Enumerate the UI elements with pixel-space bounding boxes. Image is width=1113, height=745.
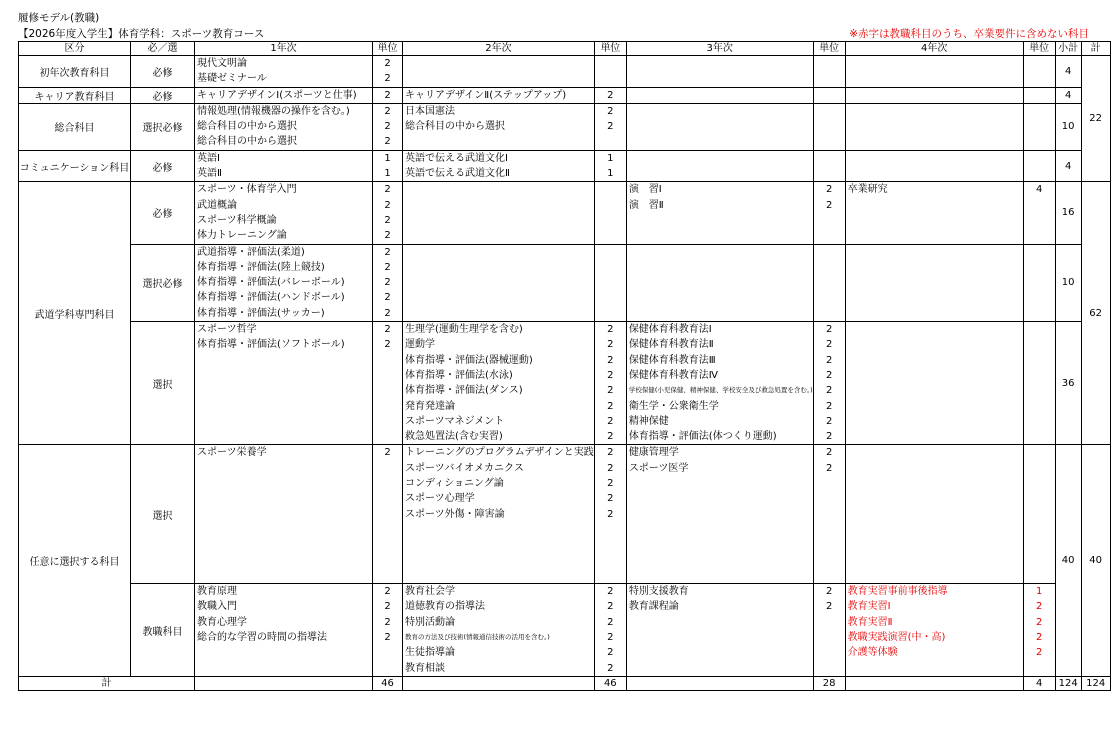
- course-item: 生徒指導論: [405, 647, 455, 659]
- col-header-units3: 単位: [813, 42, 845, 56]
- subtotal-cell: 16: [1055, 182, 1081, 244]
- course-item: スポーツ心理学: [405, 493, 475, 505]
- unit-value: 2: [607, 339, 614, 351]
- year1-units: [373, 584, 403, 677]
- course-item: 救急処置法(含む実習): [405, 431, 503, 443]
- year4-courses: [845, 322, 1023, 445]
- category-cell: コミュニケーション科目: [19, 150, 131, 182]
- year2-units: [594, 150, 626, 182]
- course-item: 英語で伝える武道文化Ⅱ: [405, 168, 510, 180]
- year1-units: [373, 445, 403, 584]
- year1-courses: [195, 584, 373, 677]
- footer-units3: 28: [813, 676, 845, 690]
- subtotal-cell: 4: [1055, 56, 1081, 88]
- year1-units: [373, 150, 403, 182]
- unit-value: 2: [825, 184, 833, 196]
- subtotal-cell: 4: [1055, 150, 1081, 182]
- requirement-cell: 選択必修: [131, 244, 195, 322]
- year4-courses: [845, 103, 1023, 150]
- unit-value: 2: [384, 292, 391, 304]
- course-item: 情報処理(情報機器の操作を含む。): [197, 105, 350, 117]
- course-item: スポーツ栄養学: [197, 447, 267, 459]
- unit-value: 2: [825, 385, 833, 397]
- unit-value: 2: [607, 478, 614, 490]
- year4-courses: [845, 182, 1023, 244]
- unit-value: 2: [825, 462, 833, 474]
- year2-courses: [403, 244, 595, 322]
- course-item: 教育の方法及び技術(情報通信技術の活用を含む。): [405, 633, 550, 642]
- unit-value: 2: [607, 354, 614, 366]
- footer-empty: [195, 676, 373, 690]
- year1-courses: [195, 87, 373, 103]
- requirement-cell: 必修: [131, 56, 195, 88]
- course-item: 保健体育科教育法Ⅰ: [628, 324, 712, 336]
- unit-value: 2: [1035, 601, 1043, 613]
- unit-value: 1: [607, 152, 614, 164]
- requirement-cell: 選択必修: [131, 103, 195, 150]
- row-first-year: [19, 56, 1111, 88]
- year3-courses: [626, 87, 813, 103]
- subtotal-cell: 10: [1055, 244, 1081, 322]
- subtotal-cell-optional: 40: [1055, 445, 1081, 676]
- year4-units: [1023, 244, 1055, 322]
- year4-courses: [845, 584, 1023, 677]
- year3-units: [813, 103, 845, 150]
- col-header-units2: 単位: [594, 42, 626, 56]
- unit-value: 2: [384, 230, 391, 242]
- footer-units4: 4: [1023, 676, 1055, 690]
- unit-value: 2: [384, 214, 391, 226]
- course-item: 衛生学・公衆衛生学: [628, 400, 719, 412]
- year2-units: [594, 244, 626, 322]
- unit-value: 2: [607, 586, 614, 598]
- course-item: コンディショニング論: [405, 478, 504, 490]
- unit-value: 2: [384, 58, 391, 69]
- year1-courses: [195, 56, 373, 88]
- course-item: 体育指導・評価法(ハンドボール): [197, 292, 345, 304]
- unit-value: 2: [607, 601, 614, 613]
- course-item: 演 習Ⅱ: [628, 199, 664, 211]
- category-cell-optional: 任意に選択する科目: [19, 445, 131, 676]
- year4-courses: [845, 56, 1023, 88]
- unit-value: 2: [607, 647, 614, 659]
- col-header-total: 計: [1081, 42, 1110, 56]
- unit-value: 2: [384, 89, 391, 101]
- unit-value: 2: [384, 121, 391, 133]
- course-item: スポーツ・体育学入門: [197, 184, 297, 196]
- year1-courses: [195, 322, 373, 445]
- course-item: 現代文明論: [197, 58, 247, 69]
- unit-value: 2: [825, 339, 833, 351]
- course-item: 武道概論: [197, 199, 237, 211]
- unit-value: 2: [607, 415, 614, 427]
- year3-units: [813, 182, 845, 244]
- row-optional-elective: [19, 445, 1111, 584]
- year4-courses: [845, 244, 1023, 322]
- course-item: 教育実習Ⅱ: [847, 616, 893, 628]
- unit-value: 2: [607, 89, 614, 101]
- footer-label: 計: [19, 676, 195, 690]
- total-cell-budo: 62: [1081, 182, 1110, 445]
- year2-units: [594, 584, 626, 677]
- unit-value: 2: [384, 339, 391, 351]
- col-header-category: 区分: [19, 42, 131, 56]
- course-item: 体育指導・評価法(陸上競技): [197, 261, 325, 273]
- year3-units: [813, 244, 845, 322]
- unit-value: 2: [825, 369, 833, 381]
- year2-units: [594, 103, 626, 150]
- year2-units: [594, 56, 626, 88]
- course-item: 日本国憲法: [405, 105, 455, 117]
- unit-value: 2: [607, 105, 614, 117]
- col-header-units4: 単位: [1023, 42, 1055, 56]
- course-item: 総合科目の中から選択: [405, 121, 505, 133]
- course-item: 教職実践演習(中・高): [847, 632, 946, 644]
- year1-units: [373, 103, 403, 150]
- unit-value: 2: [384, 324, 391, 336]
- year2-courses: [403, 87, 595, 103]
- unit-value: 2: [825, 354, 833, 366]
- year2-units: [594, 445, 626, 584]
- course-item: 学校保健(小児保健、精神保健、学校安全及び救急処置を含む。): [628, 386, 813, 395]
- year2-units: [594, 182, 626, 244]
- course-item: 卒業研究: [847, 184, 888, 196]
- year1-units: [373, 182, 403, 244]
- unit-value: 2: [607, 462, 614, 474]
- total-cell-optional: 40: [1081, 445, 1110, 676]
- unit-value: 2: [825, 586, 833, 598]
- row-career: [19, 87, 1111, 103]
- course-item: 教育課程論: [628, 601, 679, 613]
- course-item: 体育指導・評価法(バレーボール): [197, 277, 345, 289]
- unit-value: 2: [384, 601, 391, 613]
- course-item: 体育指導・評価法(水泳): [405, 369, 513, 381]
- year3-courses: [626, 182, 813, 244]
- year1-courses: [195, 445, 373, 584]
- course-item: スポーツバイオメカニクス: [405, 462, 524, 474]
- footer-row: [19, 676, 1111, 690]
- unit-value: 2: [607, 493, 614, 505]
- footer-units2: 46: [594, 676, 626, 690]
- col-header-year4: 4年次: [845, 42, 1023, 56]
- unit-value: 4: [1035, 184, 1043, 196]
- unit-value: 1: [384, 168, 391, 180]
- year2-courses: [403, 103, 595, 150]
- year2-courses: [403, 182, 595, 244]
- year4-units: [1023, 87, 1055, 103]
- category-cell-budo: 武道学科専門科目: [19, 182, 131, 445]
- unit-value: 2: [384, 307, 391, 319]
- course-item: 英語で伝える武道文化Ⅰ: [405, 152, 508, 164]
- course-item: キャリアデザインⅡ(ステップアップ): [405, 89, 567, 101]
- unit-value: 2: [607, 121, 614, 133]
- course-item: 教育実習Ⅰ: [847, 601, 891, 613]
- requirement-cell: 必修: [131, 150, 195, 182]
- row-communication: [19, 150, 1111, 182]
- row-teacher-training: [19, 584, 1111, 677]
- course-item: 体育指導・評価法(ダンス): [405, 385, 523, 397]
- course-item: 運動学: [405, 339, 435, 351]
- year3-units: [813, 56, 845, 88]
- unit-value: 1: [384, 152, 391, 164]
- course-item: 保健体育科教育法Ⅲ: [628, 354, 716, 366]
- year3-units: [813, 445, 845, 584]
- course-item: スポーツ外傷・障害論: [405, 508, 505, 520]
- unit-value: 2: [384, 261, 391, 273]
- year1-courses: [195, 103, 373, 150]
- year4-units: [1023, 103, 1055, 150]
- year2-courses: [403, 445, 595, 584]
- course-item: 体力トレーニング論: [197, 230, 287, 242]
- col-header-year2: 2年次: [403, 42, 595, 56]
- unit-value: 2: [1035, 632, 1043, 644]
- year3-courses: [626, 584, 813, 677]
- col-header-subtotal: 小計: [1055, 42, 1081, 56]
- requirement-cell: 選択: [131, 445, 195, 584]
- unit-value: 2: [607, 385, 614, 397]
- year1-units: [373, 322, 403, 445]
- unit-value: 2: [607, 324, 614, 336]
- unit-value: 2: [825, 199, 833, 211]
- row-budo-elective-required: [19, 244, 1111, 322]
- year2-courses: [403, 56, 595, 88]
- year1-units: [373, 56, 403, 88]
- footer-empty: [403, 676, 595, 690]
- year4-units: [1023, 56, 1055, 88]
- year3-courses: [626, 244, 813, 322]
- course-item: 教育実習事前事後指導: [847, 586, 948, 598]
- year3-courses: [626, 322, 813, 445]
- course-item: スポーツ科学概論: [197, 214, 277, 226]
- row-general: [19, 103, 1111, 150]
- footer-total: 124: [1081, 676, 1110, 690]
- unit-value: 2: [384, 136, 391, 148]
- course-item: 保健体育科教育法Ⅳ: [628, 369, 719, 381]
- unit-value: 2: [825, 601, 833, 613]
- course-item: 総合的な学習の時間の指導法: [197, 632, 327, 644]
- course-item: キャリアデザインⅠ(スポーツと仕事): [197, 89, 357, 101]
- course-item: 総合科目の中から選択: [197, 136, 297, 148]
- year2-courses: [403, 322, 595, 445]
- course-item: スポーツ哲学: [197, 324, 257, 336]
- course-item: 健康管理学: [628, 447, 679, 459]
- year3-units: [813, 87, 845, 103]
- footer-empty: [626, 676, 813, 690]
- course-item: 体育指導・評価法(体つくり運動): [628, 431, 777, 443]
- course-item: 武道指導・評価法(柔道): [197, 246, 305, 258]
- unit-value: 2: [825, 447, 833, 459]
- subtotal-cell: 36: [1055, 322, 1081, 445]
- course-item: 総合科目の中から選択: [197, 121, 297, 133]
- year3-courses: [626, 103, 813, 150]
- course-item: 演 習Ⅰ: [628, 184, 662, 196]
- course-item: 基礎ゼミナール: [197, 73, 267, 85]
- unit-value: 2: [384, 199, 391, 211]
- unit-value: 2: [384, 616, 391, 628]
- year4-units: [1023, 150, 1055, 182]
- row-budo-elective: [19, 322, 1111, 445]
- course-item: スポーツマネジメント: [405, 415, 505, 427]
- course-item: 介護等体験: [847, 647, 898, 659]
- category-cell: 初年次教育科目: [19, 56, 131, 88]
- col-header-year1: 1年次: [195, 42, 373, 56]
- year3-units: [813, 584, 845, 677]
- unit-value: 2: [607, 508, 614, 520]
- footer-empty: [845, 676, 1023, 690]
- unit-value: 2: [607, 431, 614, 443]
- year2-units: [594, 322, 626, 445]
- year3-units: [813, 150, 845, 182]
- requirement-cell: 必修: [131, 87, 195, 103]
- unit-value: 2: [607, 632, 614, 644]
- course-item: 英語Ⅱ: [197, 168, 222, 180]
- unit-value: 2: [607, 447, 614, 459]
- year4-units: [1023, 182, 1055, 244]
- col-header-required: 必／選: [131, 42, 195, 56]
- year4-units: [1023, 445, 1055, 584]
- unit-value: 2: [825, 431, 833, 443]
- subtotal-cell: 4: [1055, 87, 1081, 103]
- unit-value: 2: [384, 447, 391, 459]
- unit-value: 2: [607, 400, 614, 412]
- subtotal-cell: 10: [1055, 103, 1081, 150]
- requirement-cell: 必修: [131, 182, 195, 244]
- requirement-cell: 教職科目: [131, 584, 195, 677]
- year4-courses: [845, 150, 1023, 182]
- year1-courses: [195, 182, 373, 244]
- unit-value: 2: [825, 400, 833, 412]
- requirement-cell: 選択: [131, 322, 195, 445]
- year4-units: [1023, 584, 1055, 677]
- course-item: 特別支援教育: [628, 586, 689, 598]
- unit-value: 2: [384, 73, 391, 85]
- unit-value: 1: [607, 168, 614, 180]
- category-cell: キャリア教育科目: [19, 87, 131, 103]
- course-item: スポーツ医学: [628, 462, 689, 474]
- unit-value: 2: [825, 324, 833, 336]
- page-subtitle: 【2026年度入学生】体育学科：スポーツ教育コース: [18, 28, 265, 40]
- course-item: 体育指導・評価法(サッカー): [197, 307, 325, 319]
- year3-courses: [626, 150, 813, 182]
- course-item: 教育相談: [405, 662, 445, 674]
- curriculum-table: [18, 41, 1111, 691]
- unit-value: 2: [384, 277, 391, 289]
- year1-units: [373, 87, 403, 103]
- unit-value: 1: [1035, 586, 1043, 598]
- course-item: 教育心理学: [197, 616, 247, 628]
- col-header-units1: 単位: [373, 42, 403, 56]
- course-item: 英語Ⅰ: [197, 152, 220, 164]
- year3-courses: [626, 445, 813, 584]
- header-row: [19, 42, 1111, 56]
- col-header-year3: 3年次: [626, 42, 813, 56]
- course-item: 教職入門: [197, 601, 237, 613]
- page-title: 履修モデル(教職): [18, 12, 100, 24]
- course-item: 発育発達論: [405, 400, 455, 412]
- course-item: 特別活動論: [405, 616, 455, 628]
- course-item: 保健体育科教育法Ⅱ: [628, 339, 714, 351]
- course-item: 体育指導・評価法(器械運動): [405, 354, 533, 366]
- unit-value: 2: [1035, 647, 1043, 659]
- year2-courses: [403, 150, 595, 182]
- course-item: 道徳教育の指導法: [405, 601, 485, 613]
- year3-units: [813, 322, 845, 445]
- course-item: 生理学(運動生理学を含む): [405, 324, 523, 336]
- course-item: トレーニングのプログラムデザインと実践: [405, 447, 594, 459]
- footer-units1: 46: [373, 676, 403, 690]
- total-cell-basic: 22: [1081, 56, 1110, 182]
- unit-value: 2: [607, 369, 614, 381]
- unit-value: 2: [607, 662, 614, 674]
- footer-subtotal: 124: [1055, 676, 1081, 690]
- unit-value: 2: [384, 632, 391, 644]
- year4-courses: [845, 445, 1023, 584]
- course-item: 体育指導・評価法(ソフトボール): [197, 339, 345, 351]
- year1-courses: [195, 150, 373, 182]
- unit-value: 2: [1035, 616, 1043, 628]
- year3-courses: [626, 56, 813, 88]
- year1-units: [373, 244, 403, 322]
- unit-value: 2: [825, 415, 833, 427]
- year4-courses: [845, 87, 1023, 103]
- course-item: 精神保健: [628, 415, 669, 427]
- course-item: 教育社会学: [405, 586, 455, 598]
- unit-value: 2: [384, 184, 391, 196]
- unit-value: 2: [384, 105, 391, 117]
- unit-value: 2: [607, 616, 614, 628]
- course-item: 教育原理: [197, 586, 237, 598]
- red-note: ※赤字は教職科目のうち、卒業要件に含めない科目: [849, 28, 1089, 40]
- year4-units: [1023, 322, 1055, 445]
- year1-courses: [195, 244, 373, 322]
- year2-units: [594, 87, 626, 103]
- unit-value: 2: [384, 246, 391, 258]
- row-budo-required: [19, 182, 1111, 244]
- year2-courses: [403, 584, 595, 677]
- category-cell: 総合科目: [19, 103, 131, 150]
- unit-value: 2: [384, 586, 391, 598]
